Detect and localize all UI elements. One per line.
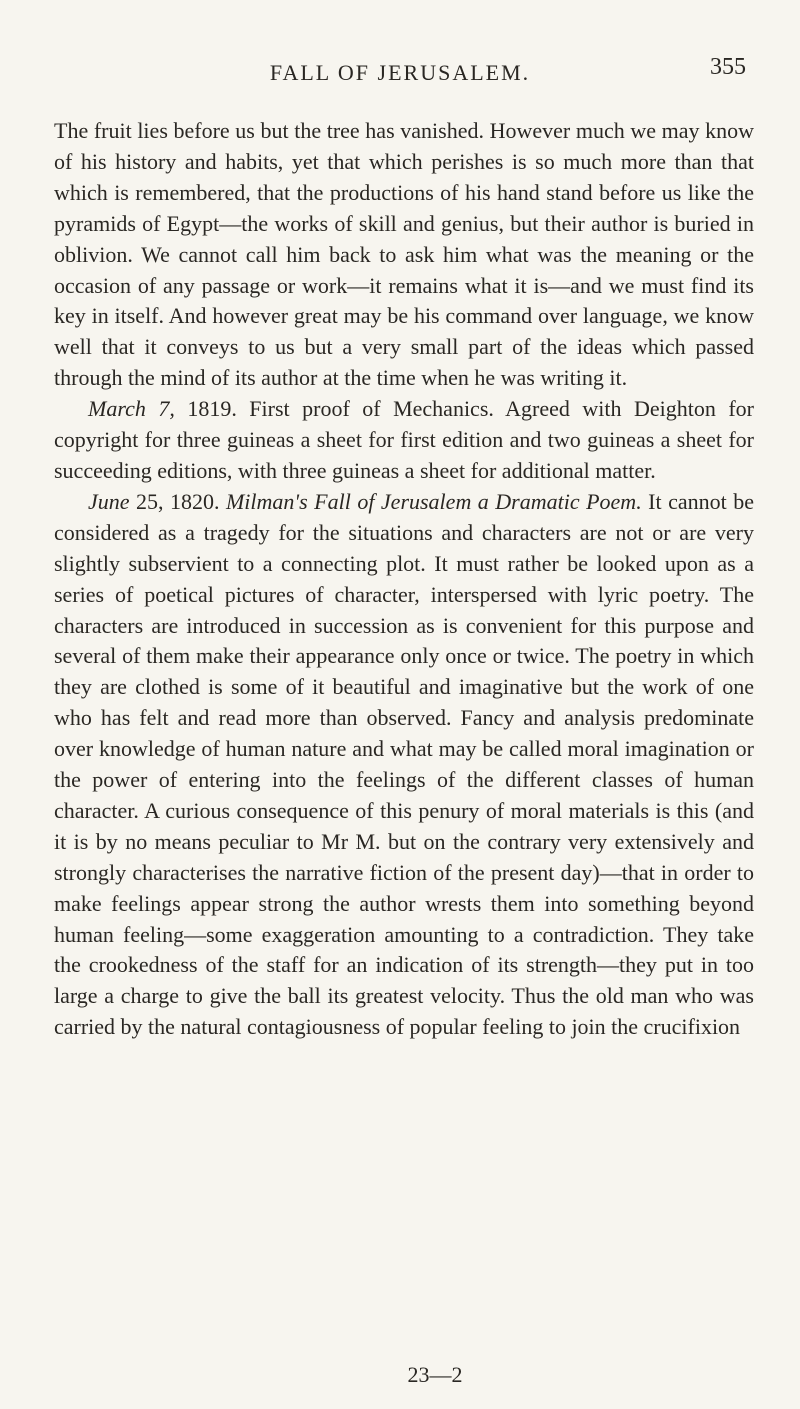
page-number: 355 (710, 54, 746, 80)
entry-text: It cannot be considered as a tragedy for the situations and characters are not or are very slightly subservient to a connecting plot. It must rather be looked upon as a series of poetical pictures of character, interspersed with lyric poetry. The characters are introduced in succession as is convenient for this purpose and several of them make their appearance only once or twice. The poetry in which they are clothed is some of it beautiful and imaginative but the work of one who has felt and read more than observed. Fancy and analysis predominate over knowledge of human nature and what may be called moral imagination or the power of entering into the feelings of the different classes of human character. A curious consequence of this penury of moral materials is this (and it is by no means peculiar to Mr M. but on the contrary very extensively and strongly characterises the narrative fiction of the present day)—that in order to make feelings appear strong the author wrests them into something beyond human feeling—some exaggeration amounting to a contradiction. They take the crookedness of the staff for an indication of its strength—they put in too large a charge to give the ball its greatest velocity. Thus the old man who was carried by the natural contagiousness of popular feeling to join the crucifixion (54, 488, 754, 1040)
paragraph-2 (54, 394, 754, 487)
entry-date: June (88, 488, 130, 514)
paragraph-1: The fruit lies before us but the tree has vanished. However much we may know of his history and habits, yet that which perishes is so much more than that which is remembered, that the productions of his hand stand before us like the pyramids of Egypt—the works of skill and genius, but their author is buried in oblivion. We cannot call him back to ask him what was the meaning or the occasion of any passage or work—it remains what it is—and we must find its key in itself. And however great may be his command over language, we know well that it conveys to us but a very small part of the ideas which passed through the mind of its author at the time when he was writing it. (54, 118, 754, 391)
running-title: FALL OF JERUSALEM. (269, 60, 531, 85)
entry-year: 25, 1820. (129, 488, 226, 514)
entry-text: 1819. First proof of Mechanics. Agreed with Deighton for copyright for three guineas a sheet for first edition and two guineas a sheet for succeeding editions, with three guineas a sheet for additional matter. (54, 396, 754, 483)
paragraph-3 (54, 487, 754, 1043)
body-text (54, 116, 754, 1043)
work-title: Milman's Fall of Jerusalem a Dramatic Poem. (225, 488, 642, 514)
entry-date: March 7, (88, 396, 175, 422)
signature-mark: 23—2 (407, 1362, 463, 1387)
running-head (0, 54, 800, 92)
